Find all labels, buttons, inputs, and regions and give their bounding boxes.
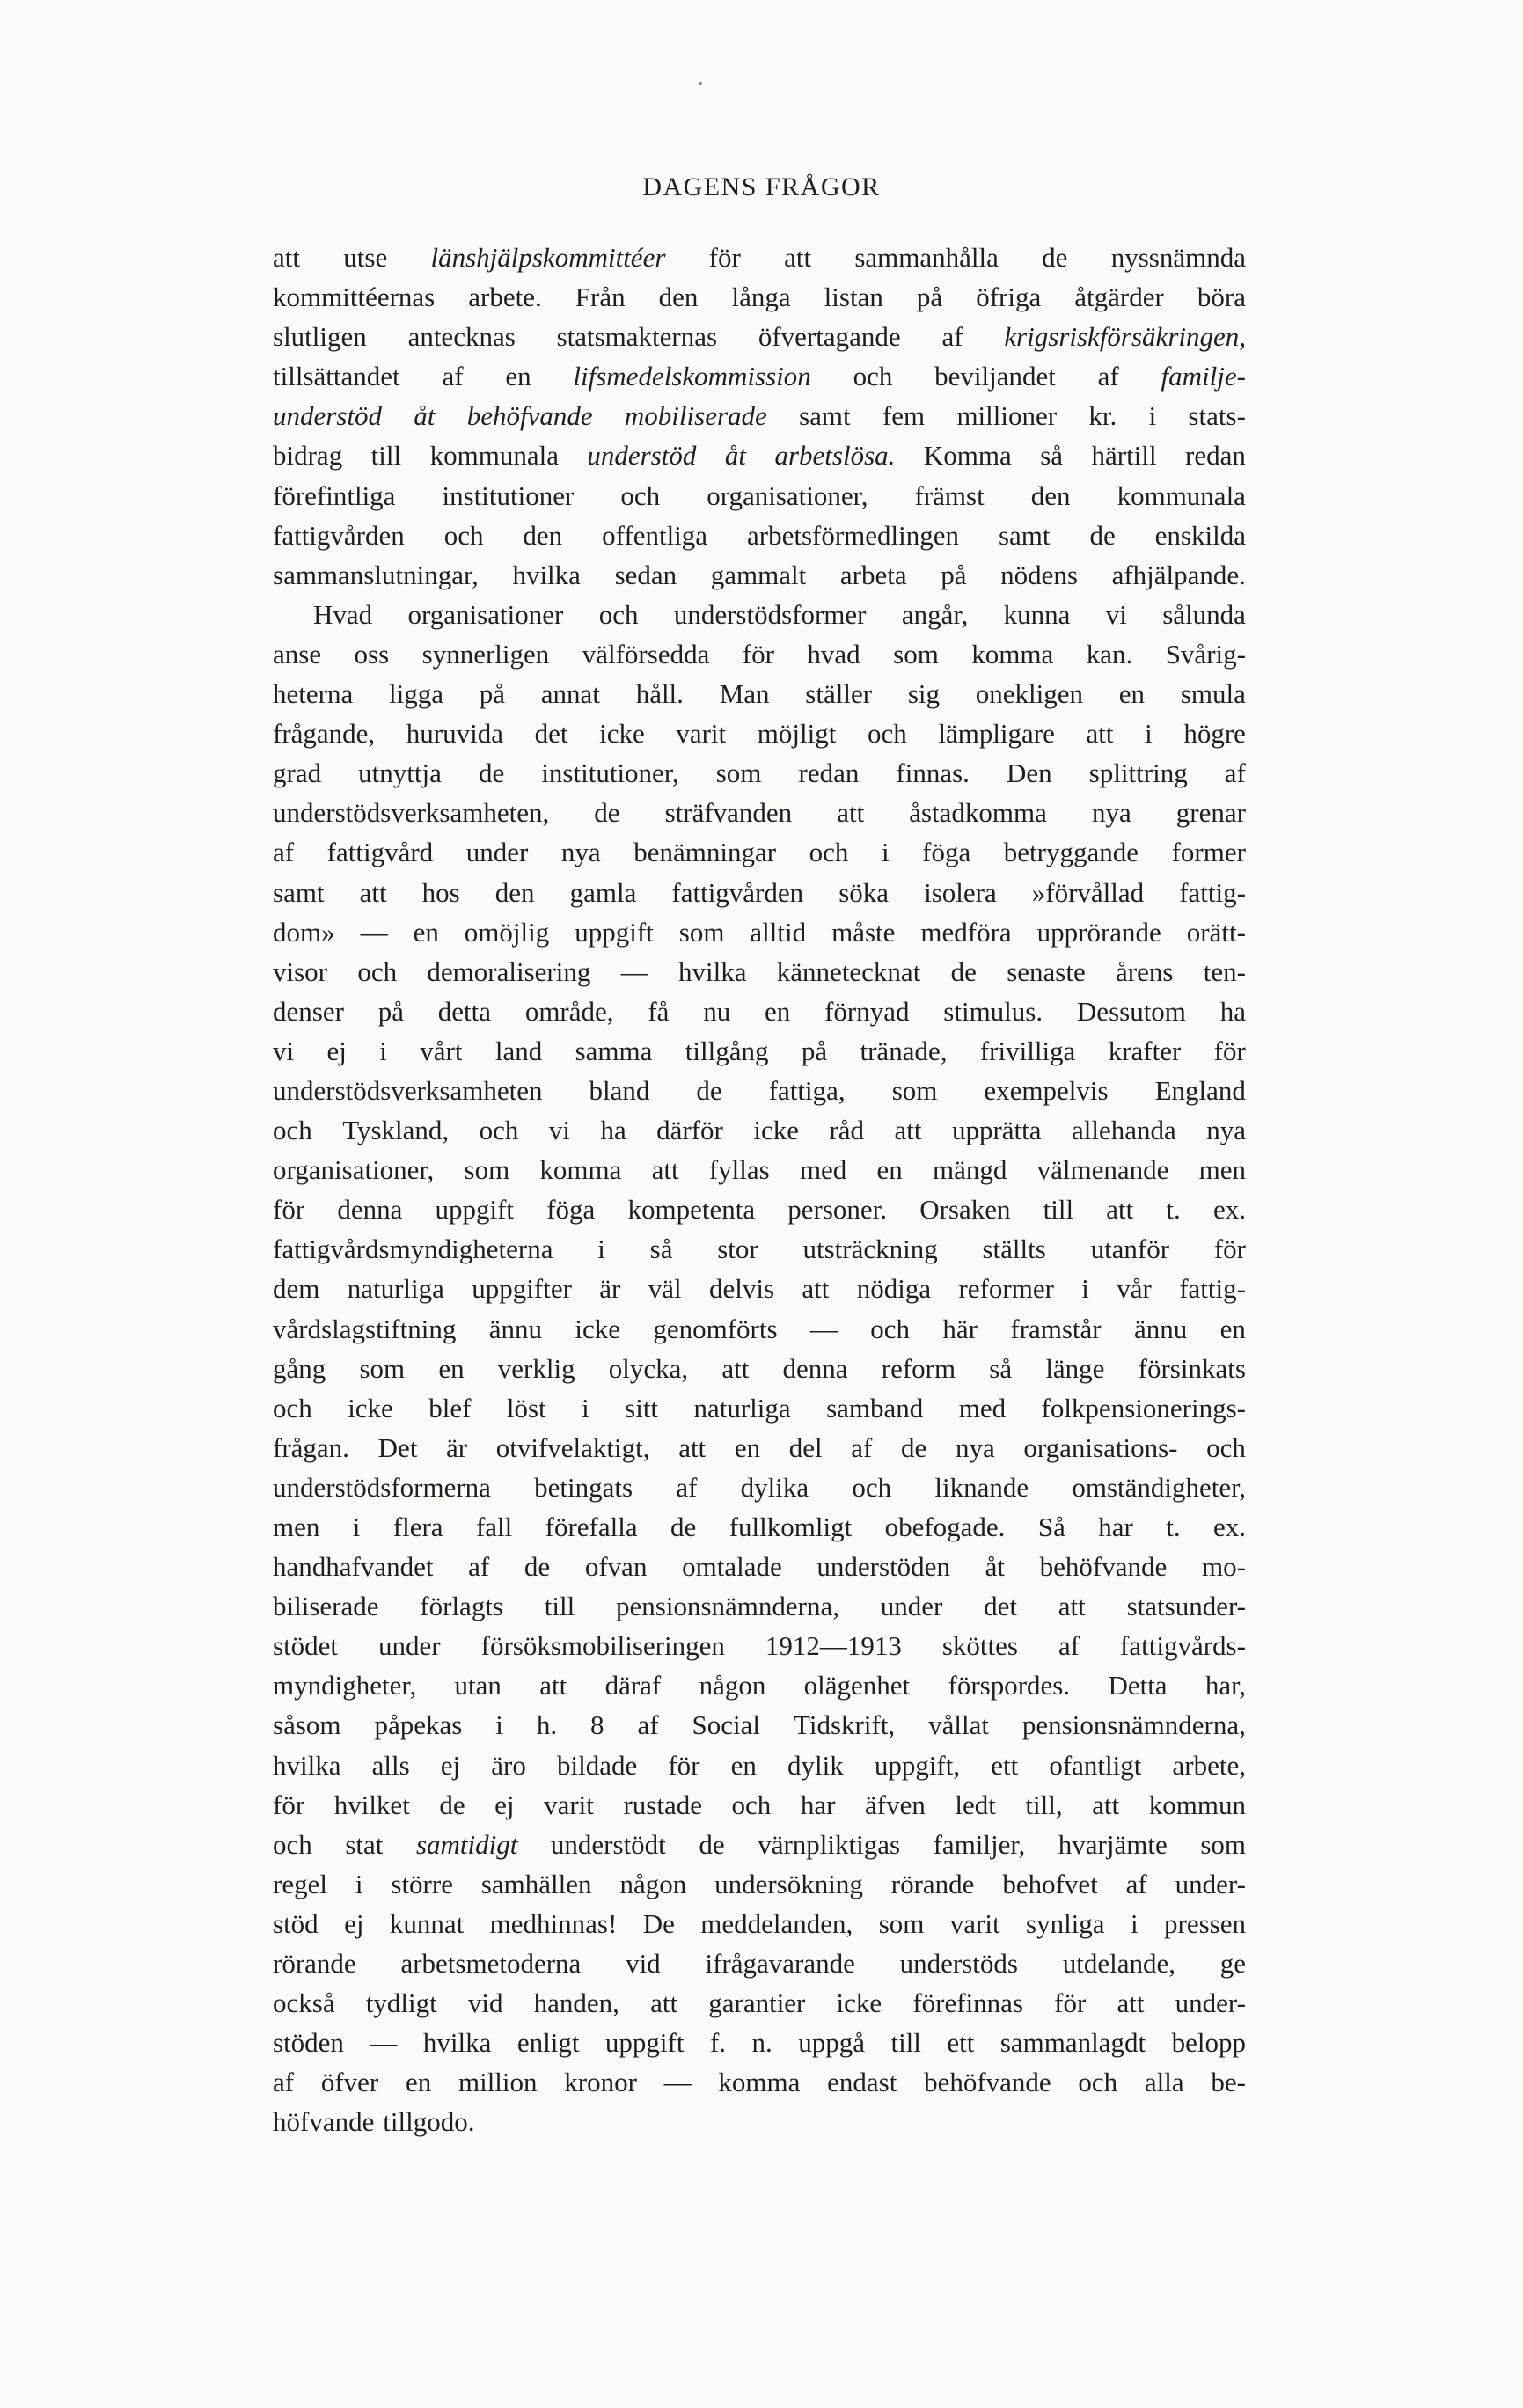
text-line: myndigheter, utan att däraf någon olägenhet förspordes. Detta har, (273, 1670, 1246, 1702)
text-line: frågande, huruvida det icke varit möjligt och lämpligare att i högre (273, 718, 1246, 750)
text-line: frågan. Det är otvifvelaktigt, att en del af de nya organisations- och (273, 1431, 1246, 1463)
text-line: och icke blef löst i sitt naturliga samband med folkpensionerings- (273, 1392, 1246, 1424)
text-line: grad utnyttja de institutioner, som redan finnas. Den splittring af (273, 758, 1246, 789)
text-line: anse oss synnerligen välförsedda för hvad som komma kan. Svårig- (273, 638, 1246, 670)
text-line: sammanslutningar, hvilka sedan gammalt arbeta på nödens afhjälpande. (273, 559, 1246, 590)
text-line: stöd ej kunnat medhinnas! De meddelanden, som varit synliga i pressen (273, 1907, 1246, 1939)
text-line: organisationer, som komma att fyllas med en mängd välmenande men (273, 1154, 1246, 1186)
paper-speck (699, 82, 702, 85)
text-line: dem naturliga uppgifter är väl delvis att nödiga reformer i vår fattig- (273, 1273, 1246, 1305)
text-line: understödsverksamheten, de sträfvanden att åstadkomma nya grenar (273, 797, 1246, 829)
running-head: DAGENS FRÅGOR (642, 172, 881, 201)
text-line: för hvilket de ej varit rustade och har äfven ledt till, att kommun (273, 1789, 1246, 1820)
text-line: gång som en verklig olycka, att denna reform så länge försinkats (273, 1352, 1246, 1384)
text-line: fattigvården och den offentliga arbetsförmedlingen samt de enskilda (273, 519, 1246, 551)
text-line: stödet under försöksmobiliseringen 1912—1913 sköttes af fattigvårds- (273, 1630, 1246, 1662)
text-line: denser på detta område, få nu en förnyad stimulus. Dessutom ha (273, 995, 1246, 1027)
text-line: att utse länshjälpskommittéer för att sammanhålla de nyssnämnda (273, 242, 1246, 273)
text-line: men i flera fall förefalla de fullkomligt obefogade. Så har t. ex. (273, 1511, 1246, 1542)
text-line: Hvad organisationer och understödsformer angår, kunna vi sålunda (313, 598, 1246, 630)
text-line: och stat samtidigt understödt de värnpliktigas familjer, hvarjämte som (273, 1828, 1246, 1860)
text-line: af fattigvård under nya benämningar och i föga betryggande former (273, 837, 1246, 868)
text-line: af öfver en million kronor — komma endast behöfvande och alla be- (273, 2067, 1246, 2098)
text-line: tillsättandet af en lifsmedelskommission och beviljandet af familje- (273, 361, 1246, 392)
body-text (273, 238, 1246, 2142)
text-line: dom» — en omöjlig uppgift som alltid måste medföra upprörande orätt- (273, 916, 1246, 948)
text-line: fattigvårdsmyndigheterna i så stor utsträckning ställts utanför för (273, 1233, 1246, 1265)
text-line: rörande arbetsmetoderna vid ifrågavarande understöds utdelande, ge (273, 1948, 1246, 1980)
text-line: samt att hos den gamla fattigvården söka isolera »förvållad fattig- (273, 876, 1246, 908)
text-line: vi ej i vårt land samma tillgång på tränade, frivilliga krafter för (273, 1035, 1246, 1066)
text-line: stöden — hvilka enligt uppgift f. n. uppgå till ett sammanlagdt belopp (273, 2027, 1246, 2059)
text-line: handhafvandet af de ofvan omtalade understöden åt behöfvande mo- (273, 1551, 1246, 1583)
text-line: bidrag till kommunala understöd åt arbetslösa. Komma så härtill redan (273, 440, 1246, 472)
text-line: också tydligt vid handen, att garantier icke förefinnas för att under- (273, 1987, 1246, 2019)
text-line: såsom påpekas i h. 8 af Social Tidskrift, vållat pensionsnämnderna, (273, 1709, 1246, 1741)
text-line: understödsformerna betingats af dylika och liknande omständigheter, (273, 1471, 1246, 1503)
text-line: vårdslagstiftning ännu icke genomförts — och här framstår ännu en (273, 1313, 1246, 1344)
text-line: understöd åt behöfvande mobiliserade samt fem millioner kr. i stats- (273, 400, 1246, 432)
text-line: visor och demoralisering — hvilka kännetecknat de senaste årens ten- (273, 955, 1246, 987)
text-line: och Tyskland, och vi ha därför icke råd att upprätta allehanda nya (273, 1115, 1246, 1146)
text-line: regel i större samhällen någon undersökning rörande behofvet af under- (273, 1868, 1246, 1899)
text-line: slutligen antecknas statsmakternas öfvertagande af krigsriskförsäkringen, (273, 321, 1246, 353)
text-line: hvilka alls ej äro bildade för en dylik uppgift, ett ofantligt arbete, (273, 1749, 1246, 1781)
text-line: höfvande tillgodo. (273, 2106, 475, 2138)
text-line: för denna uppgift föga kompetenta personer. Orsaken till att t. ex. (273, 1194, 1246, 1226)
text-line: understödsverksamheten bland de fattiga, som exempelvis England (273, 1074, 1246, 1106)
text-line: förefintliga institutioner och organisationer, främst den kommunala (273, 479, 1246, 511)
text-line: kommittéernas arbete. Från den långa listan på öfriga åtgärder böra (273, 282, 1246, 313)
text-line: heterna ligga på annat håll. Man ställer sig onekligen en smula (273, 678, 1246, 710)
text-line: biliserade förlagts till pensionsnämnderna, under det att statsunder- (273, 1591, 1246, 1622)
